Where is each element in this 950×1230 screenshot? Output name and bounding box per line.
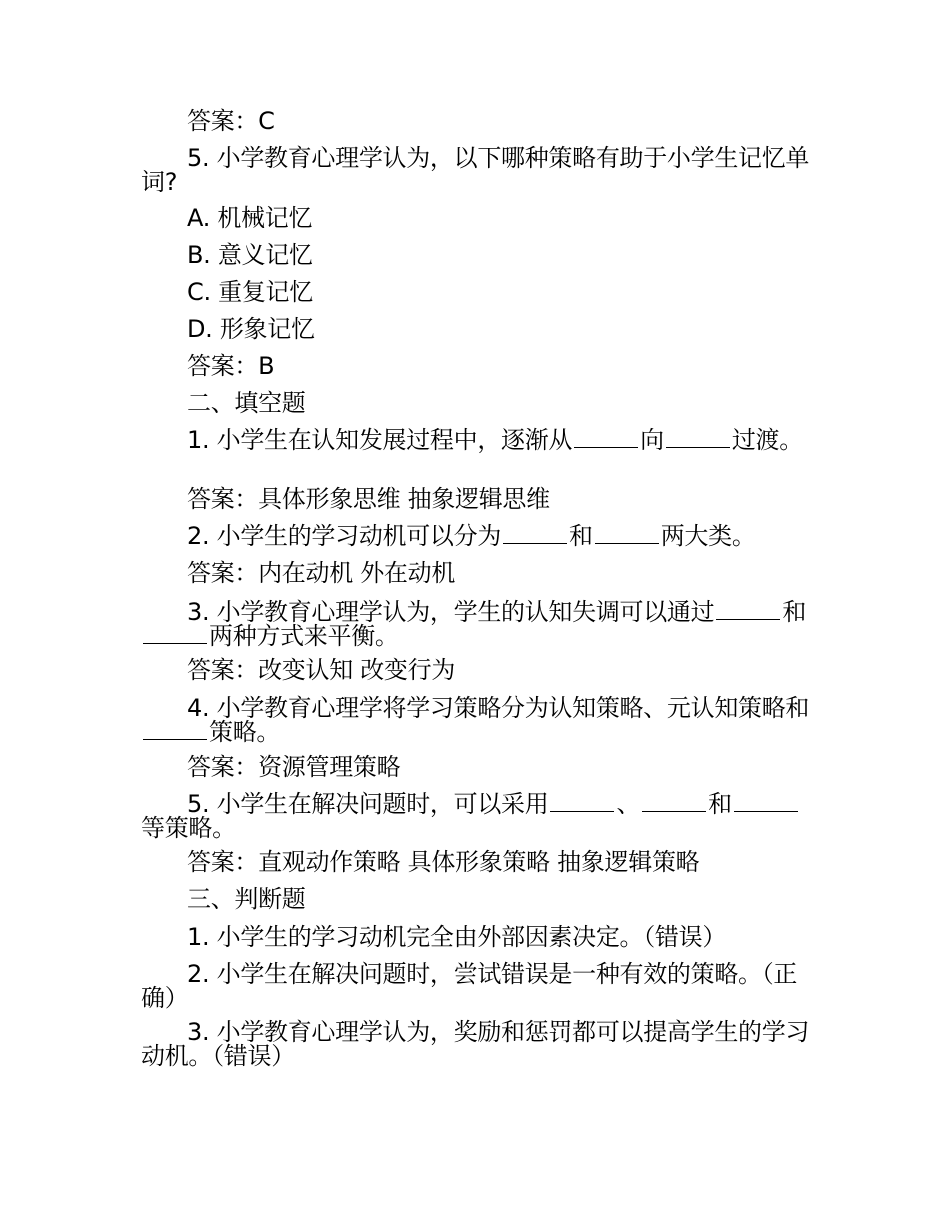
fill-text: 4. 小学教育心理学将学习策略分为认知策略、元认知策略和 <box>187 694 810 722</box>
fill-text: 两大类。 <box>660 522 756 550</box>
section-heading-true-false: 三、判断题 <box>187 885 306 913</box>
blank <box>143 642 207 644</box>
blank <box>550 810 614 812</box>
blank <box>642 810 706 812</box>
fill-text: 5. 小学生在解决问题时，可以采用 <box>187 790 549 818</box>
option-d: D. 形象记忆 <box>187 315 315 343</box>
fill-question-4 <box>141 696 821 744</box>
option-a: A. 机械记忆 <box>187 204 313 232</box>
answer-line: 答案：资源管理策略 <box>187 753 401 781</box>
fill-question-5 <box>141 792 821 840</box>
fill-text: 和 <box>708 790 732 818</box>
judge-question-3: 3. 小学教育心理学认为，奖励和惩罚都可以提高学生的学习动机。（错误） <box>141 1018 810 1070</box>
blank <box>143 738 207 740</box>
fill-text: 两种方式来平衡。 <box>209 622 399 650</box>
judge-question-2: 2. 小学生在解决问题时，尝试错误是一种有效的策略。（正确） <box>141 960 798 1012</box>
answer-line: 答案：B <box>187 352 275 380</box>
answer-line: 答案：改变认知 改变行为 <box>187 656 456 684</box>
answer-line: 答案：C <box>187 107 275 135</box>
fill-text: 策略。 <box>209 718 281 746</box>
fill-text: 、 <box>616 790 641 818</box>
fill-text: 等策略。 <box>141 814 236 842</box>
fill-question-2 <box>187 521 756 551</box>
fill-text: 过渡。 <box>731 426 803 454</box>
section-heading-fill-in: 二、填空题 <box>187 389 306 417</box>
answer-line: 答案：直观动作策略 具体形象策略 抽象逻辑策略 <box>187 848 700 876</box>
fill-text: 和 <box>782 598 807 626</box>
fill-question-3 <box>141 600 821 648</box>
option-b: B. 意义记忆 <box>187 241 313 269</box>
blank <box>574 446 638 448</box>
fill-text: 1. 小学生在认知发展过程中，逐渐从 <box>187 426 573 454</box>
answer-line: 答案：具体形象思维 抽象逻辑思维 <box>187 485 550 513</box>
fill-text: 3. 小学教育心理学认为，学生的认知失调可以通过 <box>187 598 715 626</box>
fill-text: 2. 小学生的学习动机可以分为 <box>187 522 502 550</box>
fill-text: 和 <box>569 522 593 550</box>
fill-question-1 <box>141 428 821 452</box>
blank <box>734 810 798 812</box>
blank <box>595 542 659 544</box>
answer-line: 答案：内在动机 外在动机 <box>187 559 456 587</box>
blank <box>666 446 730 448</box>
fill-text: 向 <box>640 426 664 454</box>
blank <box>503 542 567 544</box>
question-5-text: 5. 小学教育心理学认为，以下哪种策略有助于小学生记忆单词? <box>141 144 810 196</box>
option-c: C. 重复记忆 <box>187 278 313 306</box>
blank <box>716 618 780 620</box>
judge-question-1: 1. 小学生的学习动机完全由外部因素决定。（错误） <box>187 923 727 951</box>
